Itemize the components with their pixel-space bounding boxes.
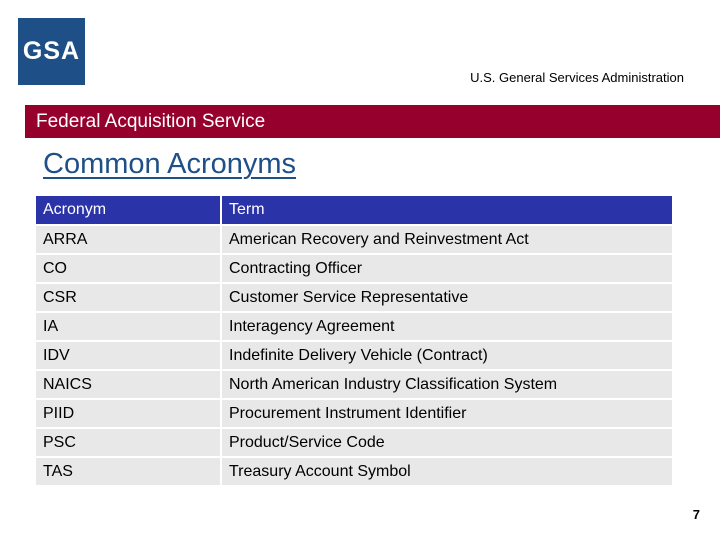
table-row — [36, 283, 672, 312]
service-banner — [25, 105, 720, 138]
banner-title: Federal Acquisition Service — [36, 110, 266, 132]
term-cell: Customer Service Representative — [221, 283, 672, 312]
table-row — [36, 428, 672, 457]
acronym-cell: CO — [36, 254, 221, 283]
table-row — [36, 399, 672, 428]
table-row — [36, 457, 672, 486]
acronym-cell: PIID — [36, 399, 221, 428]
acronym-cell: IA — [36, 312, 221, 341]
term-cell: North American Industry Classification System — [221, 370, 672, 399]
term-cell: Contracting Officer — [221, 254, 672, 283]
term-cell: American Recovery and Reinvestment Act — [221, 225, 672, 254]
acronym-cell: TAS — [36, 457, 221, 486]
column-header-acronym: Acronym — [36, 196, 221, 225]
term-cell: Interagency Agreement — [221, 312, 672, 341]
table-row — [36, 312, 672, 341]
term-cell: Product/Service Code — [221, 428, 672, 457]
acronym-cell: CSR — [36, 283, 221, 312]
agency-name: U.S. General Services Administration — [470, 70, 684, 85]
gsa-logo — [18, 18, 85, 85]
gsa-logo-text: GSA — [22, 37, 81, 65]
acronym-cell: NAICS — [36, 370, 221, 399]
acronym-cell: PSC — [36, 428, 221, 457]
term-cell: Treasury Account Symbol — [221, 457, 672, 486]
slide-title: Common Acronyms — [43, 148, 297, 180]
table-row — [36, 370, 672, 399]
table-header-row — [36, 196, 672, 225]
table-row — [36, 254, 672, 283]
page-number: 7 — [692, 507, 700, 522]
term-cell: Indefinite Delivery Vehicle (Contract) — [221, 341, 672, 370]
acronyms-table — [36, 196, 672, 487]
term-cell: Procurement Instrument Identifier — [221, 399, 672, 428]
table-row — [36, 225, 672, 254]
column-header-term: Term — [221, 196, 672, 225]
acronym-cell: ARRA — [36, 225, 221, 254]
acronym-cell: IDV — [36, 341, 221, 370]
table-row — [36, 341, 672, 370]
